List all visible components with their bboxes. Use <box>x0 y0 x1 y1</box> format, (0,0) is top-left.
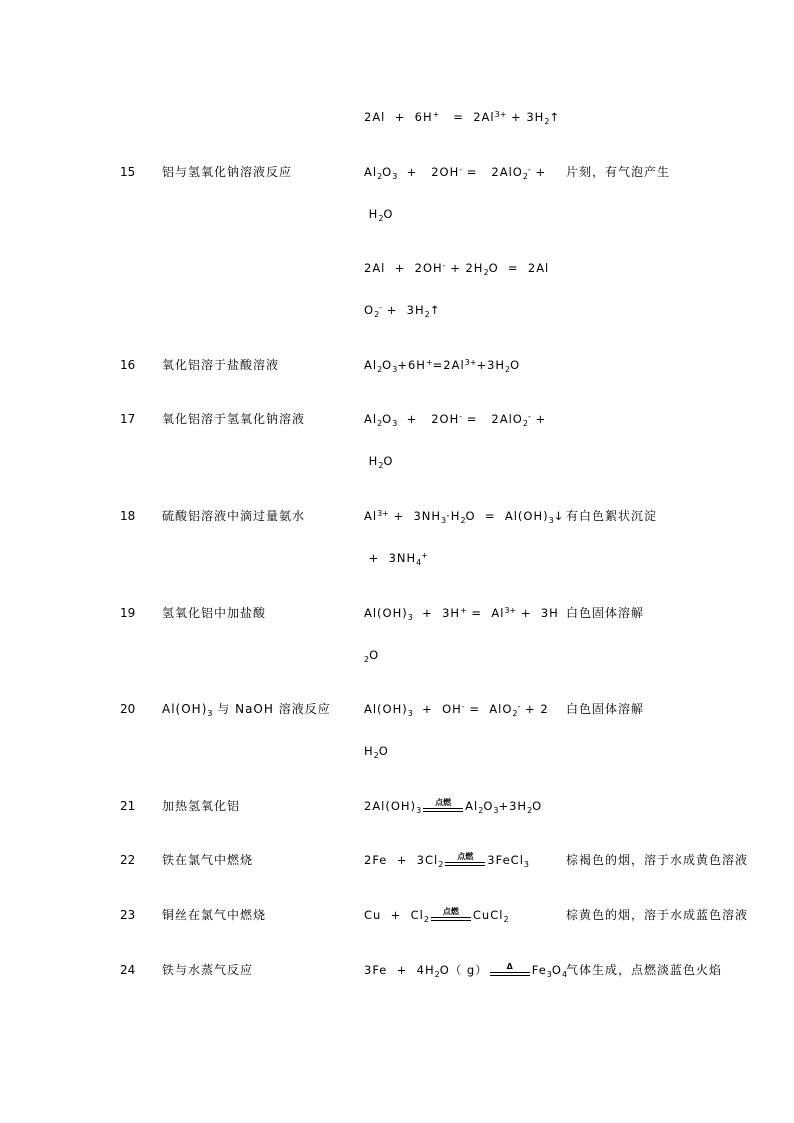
formula-text: 2Al + 2OH <box>364 261 443 276</box>
reaction-name <box>162 949 253 991</box>
reaction-condition-arrow <box>431 907 471 923</box>
observation-note: 有白色絮状沉淀 <box>566 508 658 523</box>
subscript: 2 <box>378 213 384 223</box>
formula-text: + 3NH <box>364 550 417 565</box>
chemical-equation <box>364 894 562 936</box>
formula-text: O <box>378 744 389 759</box>
row-number: 17 <box>120 412 136 427</box>
formula-text: Al <box>364 357 378 372</box>
reaction-name <box>162 398 305 440</box>
subscript: 3 <box>207 709 213 719</box>
row-number: 24 <box>120 962 136 977</box>
subscript: 3 <box>392 364 398 374</box>
formula-text: = Al <box>466 605 505 620</box>
formula-text: 氧化铝溶于氢氧化钠溶液 <box>162 412 306 427</box>
equation-line <box>364 344 562 386</box>
subscript: 2 <box>377 171 383 181</box>
formula-text: O <box>383 454 394 469</box>
formula-text: O（ g） <box>439 962 488 977</box>
formula-text: + 3H <box>516 605 559 620</box>
row-number: 16 <box>120 357 136 372</box>
formula-text: + 3H <box>506 110 545 124</box>
formula-text: + OH <box>412 702 462 717</box>
formula-text: 氢氧化铝中加盐酸 <box>162 605 267 620</box>
formula-text: = 2AlO <box>462 164 523 179</box>
chemical-equation <box>364 96 562 138</box>
row-number: 15 <box>120 164 136 179</box>
formula-text: 2Fe + 3Cl <box>364 853 439 868</box>
superscript: - <box>442 261 446 271</box>
formula-text: 铜丝在氯气中燃烧 <box>162 907 267 922</box>
reaction-condition-arrow <box>445 852 485 868</box>
equation-line <box>364 592 562 634</box>
superscript: 3+ <box>494 110 507 119</box>
superscript: - <box>517 702 521 712</box>
reaction-row <box>0 688 794 772</box>
formula-text: 与 NaOH 溶液反应 <box>212 702 331 717</box>
formula-text: 铁在氯气中燃烧 <box>162 853 254 868</box>
formula-text: =2Al <box>432 357 465 372</box>
equation-line <box>364 96 562 138</box>
formula-text: +3H <box>498 798 528 813</box>
subscript: 2 <box>424 310 430 320</box>
reaction-condition-label: 点燃 <box>457 852 474 862</box>
superscript: + <box>425 357 433 367</box>
subscript: 3 <box>416 805 422 815</box>
reaction-row <box>0 398 794 482</box>
subscript: 4 <box>561 969 568 979</box>
subscript: 3 <box>392 171 398 181</box>
formula-text: ·H <box>446 508 461 523</box>
superscript: - <box>527 412 531 422</box>
chemical-equation <box>364 495 565 579</box>
double-line-arrow <box>490 972 530 976</box>
subscript: 2 <box>512 709 518 719</box>
reaction-name <box>162 894 266 936</box>
reaction-condition-label: Δ <box>506 961 513 971</box>
formula-text: + 2H <box>445 261 484 276</box>
row-number: 18 <box>120 508 136 523</box>
observation-note: 棕褐色的烟，溶于水成黄色溶液 <box>566 853 749 868</box>
formula-text: O <box>383 206 394 221</box>
formula-text: 加热氢氧化铝 <box>162 798 241 813</box>
formula-text: O <box>483 798 494 813</box>
observation-note: 棕黄色的烟，溶于水成蓝色溶液 <box>566 907 749 922</box>
formula-text: Al(OH) <box>364 702 408 717</box>
equation-line <box>364 247 562 289</box>
equation-line <box>364 151 562 193</box>
formula-text: O <box>369 647 380 662</box>
reaction-name <box>162 151 292 193</box>
double-line-arrow <box>431 917 471 921</box>
formula-text: 铁与水蒸气反应 <box>162 962 254 977</box>
formula-text: +3H <box>476 357 506 372</box>
subscript: 3 <box>493 805 499 815</box>
equation-line <box>364 785 562 827</box>
formula-text: O <box>382 357 393 372</box>
subscript: 2 <box>503 914 509 924</box>
reaction-name <box>162 688 331 730</box>
subscript: 3 <box>548 515 554 525</box>
reaction-name <box>162 344 279 386</box>
superscript: 3+ <box>504 605 517 615</box>
equation-line <box>364 440 562 482</box>
reaction-row <box>0 839 794 881</box>
subscript: 2 <box>483 268 489 278</box>
reaction-name <box>162 592 266 634</box>
subscript: 2 <box>373 751 379 761</box>
row-number: 19 <box>120 605 136 620</box>
equation-column <box>364 839 562 881</box>
formula-text: O = Al(OH) <box>465 508 549 523</box>
superscript: + <box>432 110 440 119</box>
equation-column <box>364 495 565 579</box>
equation-column <box>364 894 562 936</box>
chemical-equation <box>364 151 562 235</box>
formula-text: + <box>530 412 547 427</box>
reaction-row <box>0 151 794 332</box>
chemical-equation <box>364 949 568 991</box>
formula-text: + <box>530 164 547 179</box>
superscript: 3+ <box>464 357 477 367</box>
formula-text: ↓ <box>553 508 565 523</box>
subscript: 2 <box>505 364 511 374</box>
equation-line <box>364 398 562 440</box>
row-number: 21 <box>120 798 136 813</box>
reaction-row <box>0 344 794 386</box>
formula-text: O <box>364 303 375 318</box>
equation-line <box>364 495 565 537</box>
formula-text: Cu + Cl <box>364 907 424 922</box>
equation-column <box>364 785 562 827</box>
equation-line <box>364 839 562 881</box>
formula-text: ↑ <box>429 303 441 318</box>
reaction-condition-arrow <box>423 798 463 814</box>
equation-line <box>364 894 562 936</box>
formula-text: 2Al + 6H <box>364 110 433 124</box>
observation-note: 白色固体溶解 <box>566 605 645 620</box>
equation-column <box>364 398 562 482</box>
subscript: 2 <box>423 914 429 924</box>
formula-text: O <box>532 798 543 813</box>
formula-text: 铝与氢氧化钠溶液反应 <box>162 164 293 179</box>
formula-text: O <box>551 962 562 977</box>
chemical-equation <box>364 247 562 331</box>
equation-line <box>364 193 562 235</box>
equation-line <box>364 949 568 991</box>
subscript: 2 <box>460 515 466 525</box>
formula-text: ↑ <box>549 110 561 124</box>
superscript: + <box>460 605 467 615</box>
formula-text: 氧化铝溶于盐酸溶液 <box>162 357 280 372</box>
observation-note: 片刻，有气泡产生 <box>566 164 671 179</box>
equation-column <box>364 688 562 772</box>
observation-note: 气体生成，点燃淡蓝色火焰 <box>566 962 723 977</box>
equation-column <box>364 151 562 332</box>
formula-text: + 3H <box>382 303 425 318</box>
formula-text: Al <box>465 798 479 813</box>
superscript: - <box>459 164 463 174</box>
reaction-condition-label: 点燃 <box>435 797 452 807</box>
reaction-condition-arrow <box>490 962 530 978</box>
subscript: 3 <box>546 969 552 979</box>
chemical-equation <box>364 785 562 827</box>
formula-text: 硫酸铝溶液中滴过量氨水 <box>162 508 306 523</box>
subscript: 2 <box>434 969 440 979</box>
row-number: 22 <box>120 853 136 868</box>
subscript: 2 <box>478 805 484 815</box>
formula-text: O <box>382 412 393 427</box>
reaction-row <box>0 894 794 936</box>
chemical-equation <box>364 839 562 881</box>
equation-line <box>364 289 562 331</box>
superscript: - <box>461 702 465 712</box>
subscript: 3 <box>407 709 413 719</box>
formula-text: = AlO <box>464 702 513 717</box>
chemical-equation <box>364 688 562 772</box>
reaction-row <box>0 949 794 991</box>
subscript: 2 <box>378 461 384 471</box>
formula-text: Al(OH) <box>364 605 408 620</box>
formula-text: Al <box>364 412 378 427</box>
equation-line <box>364 688 562 730</box>
formula-text: O = 2Al <box>488 261 550 276</box>
subscript: 2 <box>527 805 533 815</box>
formula-text: CuCl <box>472 907 504 922</box>
subscript: 2 <box>522 419 528 429</box>
formula-text: O <box>510 357 521 372</box>
formula-text: 2Al(OH) <box>364 798 417 813</box>
formula-text: H <box>364 744 374 759</box>
equation-line <box>364 730 562 772</box>
equation-column <box>364 96 562 138</box>
equation-line <box>364 634 562 676</box>
reaction-condition-label: 点燃 <box>442 906 459 916</box>
subscript: 3 <box>523 860 529 870</box>
formula-text: 3FeCl <box>487 853 524 868</box>
equation-column <box>364 949 568 991</box>
reaction-name <box>162 785 240 827</box>
formula-text: + 2OH <box>397 164 460 179</box>
subscript: 3 <box>441 515 447 525</box>
subscript: 2 <box>364 654 370 664</box>
formula-text: Fe <box>531 962 547 977</box>
formula-text: O <box>382 164 393 179</box>
subscript: 3 <box>392 419 398 429</box>
subscript: 2 <box>544 117 550 126</box>
subscript: 2 <box>377 364 383 374</box>
double-line-arrow <box>423 808 463 812</box>
reaction-table <box>0 96 794 1003</box>
equation-line <box>364 537 562 579</box>
formula-text: + 3NH <box>388 508 442 523</box>
formula-text: + 2OH <box>397 412 460 427</box>
chemical-equation <box>364 344 562 386</box>
formula-text: + 2 <box>520 702 549 717</box>
formula-text: +6H <box>397 357 426 372</box>
formula-text: H <box>364 206 379 221</box>
subscript: 3 <box>407 612 413 622</box>
formula-text: Al(OH) <box>162 702 208 717</box>
reaction-row <box>0 96 794 138</box>
subscript: 2 <box>522 171 528 181</box>
equation-column <box>364 344 562 386</box>
formula-text: = 2AlO <box>462 412 523 427</box>
superscript: - <box>527 164 531 174</box>
formula-text: Al <box>364 164 378 179</box>
subscript: 2 <box>374 310 380 320</box>
reaction-name <box>162 495 305 537</box>
chemical-equation <box>364 592 562 676</box>
double-line-arrow <box>445 862 485 866</box>
superscript: - <box>459 412 463 422</box>
observation-note: 白色固体溶解 <box>566 702 645 717</box>
formula-text: Al <box>364 508 378 523</box>
equation-column <box>364 592 562 676</box>
formula-text: 3Fe + 4H <box>364 962 435 977</box>
subscript: 2 <box>438 860 444 870</box>
formula-text: + 3H <box>412 605 461 620</box>
reaction-row <box>0 785 794 827</box>
subscript: 2 <box>377 419 383 429</box>
subscript: 4 <box>416 557 422 567</box>
row-number: 23 <box>120 907 136 922</box>
superscript: - <box>379 303 383 313</box>
chemical-equation <box>364 398 562 482</box>
formula-text: H <box>364 454 379 469</box>
reaction-name <box>162 839 253 881</box>
reaction-row <box>0 495 794 579</box>
reaction-row <box>0 592 794 676</box>
superscript: 3+ <box>377 508 389 518</box>
superscript: + <box>421 550 428 560</box>
row-number: 20 <box>120 702 136 717</box>
formula-text: = 2Al <box>439 110 495 124</box>
